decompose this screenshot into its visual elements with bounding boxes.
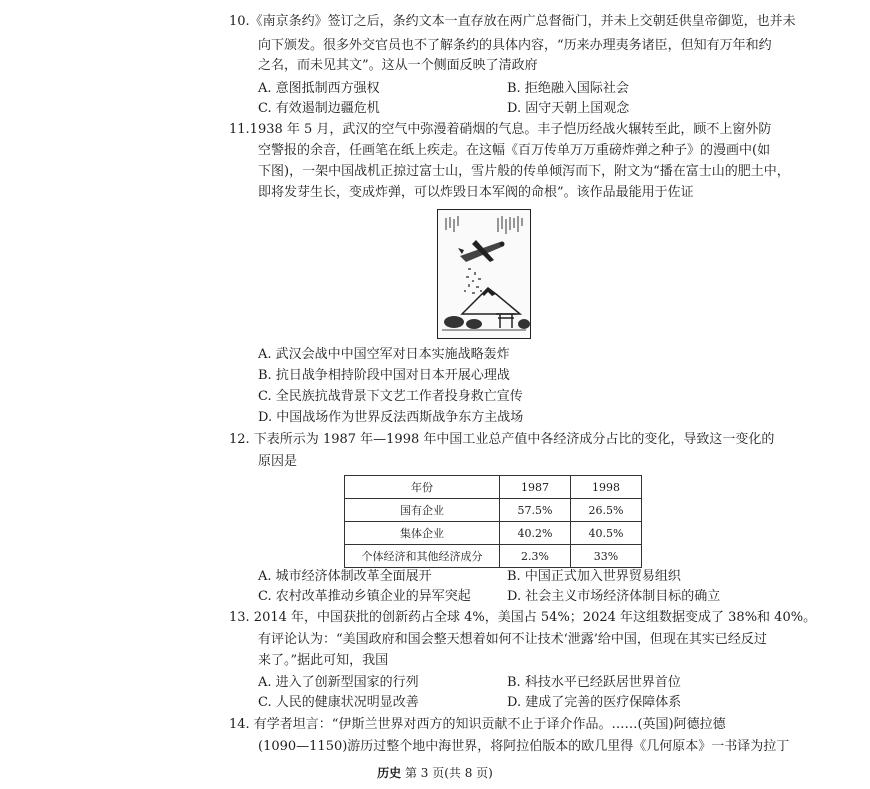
footer-page-number: 第 3 页(共 8 页)	[404, 766, 493, 780]
q11-option-d[interactable]: D. 中国战场作为世界反法西斯战争东方主战场	[258, 410, 524, 425]
cartoon-illustration	[438, 210, 530, 338]
q13-option-d[interactable]: D. 建成了完善的医疗保障体系	[507, 695, 682, 710]
q11-line-1: 11.1938 年 5 月，武汉的空气中弥漫着硝烟的气息。丰子恺历经战火辗转至此，顾不上窗外防	[229, 122, 772, 137]
table-cell: 个体经济和其他经济成分	[345, 545, 500, 568]
q12-option-d[interactable]: D. 社会主义市场经济体制目标的确立	[507, 589, 721, 604]
table-header-row	[345, 476, 642, 499]
cartoon-figure	[437, 209, 531, 339]
table-cell: 26.5%	[571, 499, 642, 522]
table-row	[345, 499, 642, 522]
q12-line-1: 12. 下表所示为 1987 年—1998 年中国工业总产值中各经济成分占比的变化，导致这一变化的	[229, 432, 775, 447]
footer-subject: 历史	[377, 766, 402, 780]
q13-line-1: 13. 2014 年，中国获批的创新药占全球 4%，美国占 54%；2024 年这组数据变成了 38%和 40%。	[229, 610, 817, 625]
table-row	[345, 545, 642, 568]
table-header-1998: 1998	[571, 476, 642, 499]
table-cell: 33%	[571, 545, 642, 568]
table-cell: 国有企业	[345, 499, 500, 522]
economic-share-table	[344, 475, 642, 568]
q12-option-b[interactable]: B. 中国正式加入世界贸易组织	[507, 569, 681, 584]
table-row	[345, 522, 642, 545]
q10-option-a[interactable]: A. 意图抵制西方强权	[258, 81, 380, 96]
q13-line-2: 有评论认为：“美国政府和国会整天想着如何不让技术‘泄露’给中国，但现在其实已经反过	[258, 632, 767, 647]
table-cell: 集体企业	[345, 522, 500, 545]
q10-line-1: 10.《南京条约》签订之后，条约文本一直存放在两广总督衙门，并未上交朝廷供皇帝御览，也并未	[229, 14, 796, 29]
q12-option-a[interactable]: A. 城市经济体制改革全面展开	[258, 569, 432, 584]
q11-line-3: 下图)，一架中国战机正掠过富士山，雪片般的传单倾泻而下，附文为“播在富士山的肥土中，	[258, 164, 790, 179]
q11-line-4: 即将发芽生长，变成炸弹，可以炸毁日本军阀的命根”。该作品最能用于佐证	[258, 185, 694, 200]
table-header-year: 年份	[345, 476, 500, 499]
q14-line-1: 14. 有学者坦言：“伊斯兰世界对西方的知识贡献不止于译介作品。……(英国)阿德拉德	[229, 717, 726, 732]
q13-line-3: 来了。”据此可知，我国	[258, 653, 389, 668]
q13-option-b[interactable]: B. 科技水平已经跃居世界首位	[507, 675, 681, 690]
q10-option-b[interactable]: B. 拒绝融入国际社会	[507, 81, 629, 96]
q11-line-2: 空警报的余音，任画笔在纸上疾走。在这幅《百万传单万万重磅炸弹之种子》的漫画中(如	[258, 143, 771, 158]
table-cell: 2.3%	[500, 545, 571, 568]
q11-option-a[interactable]: A. 武汉会战中中国空军对日本实施战略轰炸	[258, 347, 510, 362]
q14-line-2: (1090—1150)游历过整个地中海世界，将阿拉伯版本的欧几里得《几何原本》一书译为拉丁	[258, 739, 790, 754]
q13-option-c[interactable]: C. 人民的健康状况明显改善	[258, 695, 419, 710]
q10-option-d[interactable]: D. 固守天朝上国观念	[507, 101, 630, 116]
q10-option-c[interactable]: C. 有效遏制边疆危机	[258, 101, 380, 116]
airplane-shape	[458, 240, 505, 262]
table-cell: 40.2%	[500, 522, 571, 545]
q12-option-c[interactable]: C. 农村改革推动乡镇企业的异军突起	[258, 589, 471, 604]
mountain-shape	[462, 288, 520, 314]
q13-option-a[interactable]: A. 进入了创新型国家的行列	[258, 675, 419, 690]
q11-option-c[interactable]: C. 全民族抗战背景下文艺工作者投身救亡宣传	[258, 389, 523, 404]
page-footer	[0, 764, 870, 781]
q10-line-3: 之名，而未见其文”。这从一个侧面反映了清政府	[258, 58, 538, 73]
table-cell: 57.5%	[500, 499, 571, 522]
q12-line-2: 原因是	[258, 454, 298, 469]
table-cell: 40.5%	[571, 522, 642, 545]
q11-option-b[interactable]: B. 抗日战争相持阶段中国对日本开展心理战	[258, 368, 510, 383]
q10-line-2: 向下颁发。很多外交官员也不了解条约的具体内容，“历来办理夷务诸臣，但知有万年和约	[258, 38, 772, 53]
table-header-1987: 1987	[500, 476, 571, 499]
